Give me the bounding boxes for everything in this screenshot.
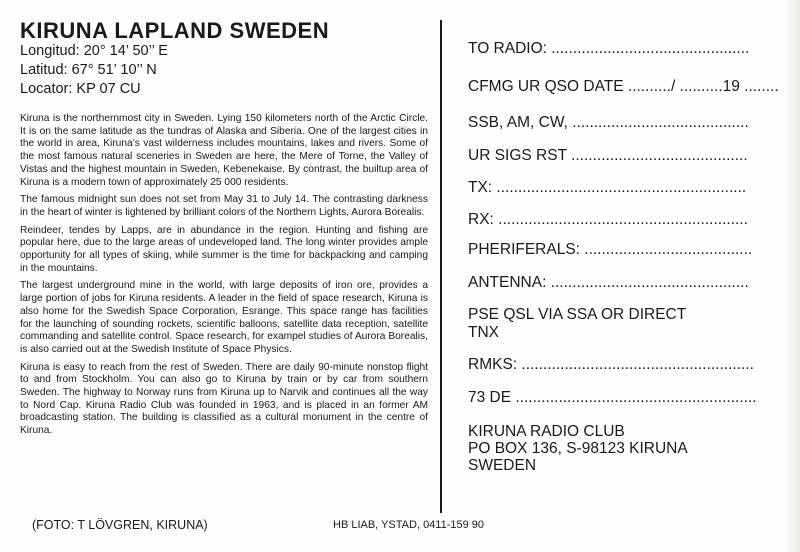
coordinates-block bbox=[20, 42, 168, 99]
paragraph-reindeer: Reindeer, tendes by Lapps, are in abundance in the region. Hunting and fishing are popular here, due to the large areas of undeveloped land. The long winter provides ample opportunity for all types of skiing, while summer is the time for backpacking and camping in the mountains. bbox=[20, 224, 428, 274]
ur-sigs-field: UR SIGS RST ......................................... bbox=[468, 147, 748, 164]
photo-credit: (FOTO: T LÖVGREN, KIRUNA) bbox=[32, 518, 208, 532]
de-field: 73 DE ........................................................ bbox=[468, 389, 757, 406]
remarks-field: RMKS: ...................................................... bbox=[468, 356, 754, 373]
locator-text: Locator: KP 07 CU bbox=[20, 81, 141, 97]
longitude-text: Longitud: 20° 14’ 50’’ E bbox=[20, 43, 168, 59]
antenna-field: ANTENNA: .............................................. bbox=[468, 274, 749, 291]
tx-field: TX: .......................................................... bbox=[468, 179, 747, 196]
paragraph-mine-space: The largest underground mine in the world, with large deposits of iron ore, provides a large portion of jobs for Kiruna residents. A leader in the field of space research, Kiruna is also home for the Swedish Space Corporation, Esrange. This space range has facilities for the launching of sounding rockets, scientific balloons, satellite data reception, satellite commanding and satellite control. Space research, for exampel studies of Aurora Borealis, is also carried out at the Swedish Institute of Space Physics. bbox=[20, 280, 428, 355]
latitude-text: Latitud: 67° 51’ 10’’ N bbox=[20, 62, 157, 78]
thanks-line: TNX bbox=[468, 324, 499, 341]
center-divider bbox=[440, 20, 442, 513]
card-edge-shadow bbox=[786, 0, 800, 552]
printer-credit: HB LIAB, YSTAD, 0411-159 90 bbox=[333, 519, 485, 531]
description-text bbox=[20, 113, 428, 443]
club-name: KIRUNA RADIO CLUB bbox=[468, 423, 625, 440]
to-radio-field: TO RADIO: .............................................. bbox=[468, 40, 750, 57]
qso-date-field: CFMG UR QSO DATE ........../ ..........19 ........ bbox=[468, 78, 779, 95]
rx-field: RX: .......................................................... bbox=[468, 211, 748, 228]
paragraph-midnight-sun: The famous midnight sun does not set from May 31 to July 14. The contrasting darkness in the heart of winter is lightened by brilliant colors of the Northern Lights, Aurora Borealis. bbox=[20, 194, 428, 218]
peripherals-field: PHERIFERALS: ....................................... bbox=[468, 241, 753, 258]
paragraph-travel-club: Kiruna is easy to reach from the rest of Sweden. There are daily 90-minute nonstop flight to and from Stockholm. You can also go to Kiruna by train or by car from southern Sweden. The highway to Norway runs from Kiruna up to Narvik and continues all the way to Nord Cap. Kiruna Radio Club was founded in 1963, and is placed in an former AM broadcasting station. The building is classified as a cultural monument in the centre of Kiruna. bbox=[20, 361, 428, 437]
club-country: SWEDEN bbox=[468, 457, 537, 474]
qsl-request-line: PSE QSL VIA SSA OR DIRECT bbox=[468, 306, 687, 323]
modes-field: SSB, AM, CW, ......................................... bbox=[468, 114, 749, 131]
paragraph-intro: Kiruna is the northernmost city in Sweden. Lying 150 kilometers north of the Arctic Circle. It is on the same latitude as the tundras of Alaska and Siberia. One of the largest cities in the world in area, Kiruna’s vast wilderness includes mountains, lakes and rivers. Some of the most famous natural sceneries in Sweden are here, the Mere of Torne, the Valley of Vistas and the highest mountain in Sweden, Kebenekaise. By contrast, the builtup area of Kiruna is a modern town of approximately 25 000 residents. bbox=[20, 113, 428, 188]
card-title: KIRUNA LAPLAND SWEDEN bbox=[20, 18, 330, 43]
club-address: PO BOX 136, S-98123 KIRUNA bbox=[468, 440, 688, 457]
